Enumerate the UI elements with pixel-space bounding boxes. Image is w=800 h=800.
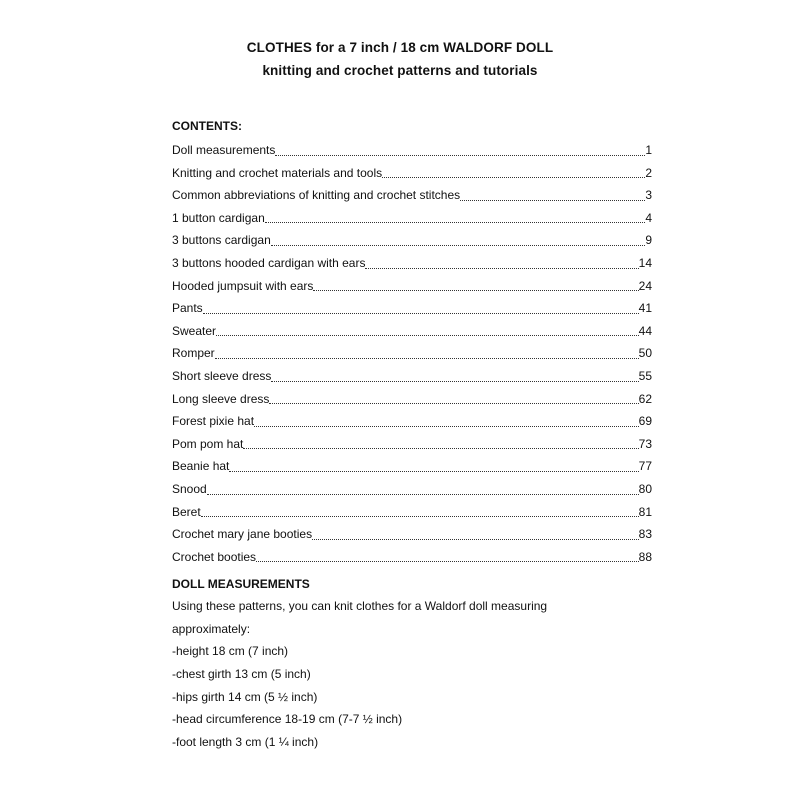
toc-entry-label: 3 buttons cardigan: [172, 233, 271, 248]
toc-entry[interactable]: [172, 365, 652, 388]
toc-entry-page-number: 69: [638, 414, 652, 429]
document-subtitle: knitting and crochet patterns and tutorials: [262, 63, 538, 78]
toc-leader-dots: [382, 176, 645, 178]
toc-leader-dots: [203, 312, 639, 314]
toc-leader-dots: [256, 560, 639, 562]
toc-entry-label: Snood: [172, 481, 207, 496]
toc-entry[interactable]: [172, 388, 652, 411]
toc-entry-page-number: 44: [638, 323, 652, 338]
toc-entry[interactable]: [172, 501, 652, 524]
measurement-line: Using these patterns, you can knit clothes for a Waldorf doll measuring: [172, 599, 548, 614]
toc-leader-dots: [312, 538, 639, 540]
toc-leader-dots: [265, 221, 646, 223]
content-area: [172, 115, 652, 753]
toc-entry-label: Hooded jumpsuit with ears: [172, 278, 314, 293]
toc-entry-page-number: 50: [638, 346, 652, 361]
toc-entry-page-number: 88: [638, 549, 652, 564]
toc-leader-dots: [313, 289, 638, 291]
toc-entry[interactable]: [172, 433, 652, 456]
toc-entry-label: Crochet booties: [172, 549, 257, 564]
toc-leader-dots: [243, 447, 638, 449]
toc-leader-dots: [365, 267, 638, 269]
toc-entry-page-number: 9: [645, 233, 652, 248]
toc-entry-label: Romper: [172, 346, 215, 361]
toc-entry-label: Pants: [172, 301, 203, 316]
toc-leader-dots: [207, 493, 639, 495]
toc-leader-dots: [271, 244, 646, 246]
title-block: [0, 36, 800, 82]
toc-entry-page-number: 14: [638, 255, 652, 270]
toc-leader-dots: [269, 402, 638, 404]
toc-entry[interactable]: [172, 184, 652, 207]
toc-entry-page-number: 83: [638, 527, 652, 542]
toc-leader-dots: [275, 154, 645, 156]
toc-entry-page-number: 73: [638, 436, 652, 451]
toc-leader-dots: [271, 380, 638, 382]
measurement-line: -height 18 cm (7 inch): [172, 644, 289, 659]
toc-entry-page-number: 80: [638, 481, 652, 496]
toc-entry-label: Crochet mary jane booties: [172, 527, 313, 542]
toc-entry-label: Knitting and crochet materials and tools: [172, 165, 383, 180]
toc-entry-label: Pom pom hat: [172, 436, 244, 451]
toc-entry-page-number: 24: [638, 278, 652, 293]
toc-leader-dots: [460, 199, 645, 201]
toc-entry[interactable]: [172, 297, 652, 320]
measurement-line: -head circumference 18-19 cm (7-7 ½ inch): [172, 712, 403, 727]
toc-entry-label: Doll measurements: [172, 143, 276, 157]
toc-entry-page-number: 62: [638, 391, 652, 406]
measurement-line: -foot length 3 cm (1 ¼ inch): [172, 734, 319, 749]
toc-entry-label: Short sleeve dress: [172, 368, 272, 383]
toc-entry-label: Forest pixie hat: [172, 414, 255, 429]
toc-entry-page-number: 41: [638, 301, 652, 316]
document-title: CLOTHES for a 7 inch / 18 cm WALDORF DOLL: [246, 40, 554, 55]
toc-entry-page-number: 55: [638, 368, 652, 383]
toc-entry[interactable]: [172, 478, 652, 501]
toc-entry-page-number: 2: [645, 165, 652, 180]
toc-entry[interactable]: [172, 139, 652, 162]
toc-leader-dots: [254, 425, 639, 427]
toc-entry-label: Beanie hat: [172, 459, 230, 474]
toc-leader-dots: [216, 334, 639, 336]
toc-entry[interactable]: [172, 455, 652, 478]
toc-leader-dots: [215, 357, 639, 359]
measurements-heading: DOLL MEASUREMENTS: [172, 577, 310, 592]
toc-entry[interactable]: [172, 275, 652, 298]
toc-entry[interactable]: [172, 320, 652, 343]
toc-entry-page-number: 3: [645, 188, 652, 203]
toc-entry-label: Beret: [172, 504, 201, 519]
toc-entry-label: 1 button cardigan: [172, 210, 265, 225]
toc-entry[interactable]: [172, 162, 652, 185]
contents-heading: CONTENTS:: [172, 119, 242, 133]
toc-entry[interactable]: [172, 229, 652, 252]
measurement-line: approximately:: [172, 621, 251, 636]
toc-entry[interactable]: [172, 523, 652, 546]
toc-entry[interactable]: [172, 410, 652, 433]
measurement-line: -hips girth 14 cm (5 ½ inch): [172, 689, 318, 704]
toc-entry[interactable]: [172, 252, 652, 275]
toc-entry-page-number: 77: [638, 459, 652, 474]
toc-leader-dots: [229, 470, 638, 472]
toc-entry-page-number: 81: [638, 504, 652, 519]
toc-entry-page-number: 4: [645, 210, 652, 225]
toc-entry-label: 3 buttons hooded cardigan with ears: [172, 255, 366, 270]
toc-entry[interactable]: [172, 342, 652, 365]
measurement-line: -chest girth 13 cm (5 inch): [172, 667, 311, 682]
table-of-contents: [172, 139, 652, 568]
measurements-text: [172, 595, 652, 753]
toc-entry[interactable]: [172, 207, 652, 230]
toc-entry-page-number: 1: [645, 143, 652, 157]
toc-entry-label: Sweater: [172, 323, 217, 338]
toc-entry-label: Long sleeve dress: [172, 391, 270, 406]
toc-entry[interactable]: [172, 546, 652, 569]
toc-leader-dots: [201, 515, 639, 517]
toc-entry-label: Common abbreviations of knitting and crochet stitches: [172, 188, 461, 203]
